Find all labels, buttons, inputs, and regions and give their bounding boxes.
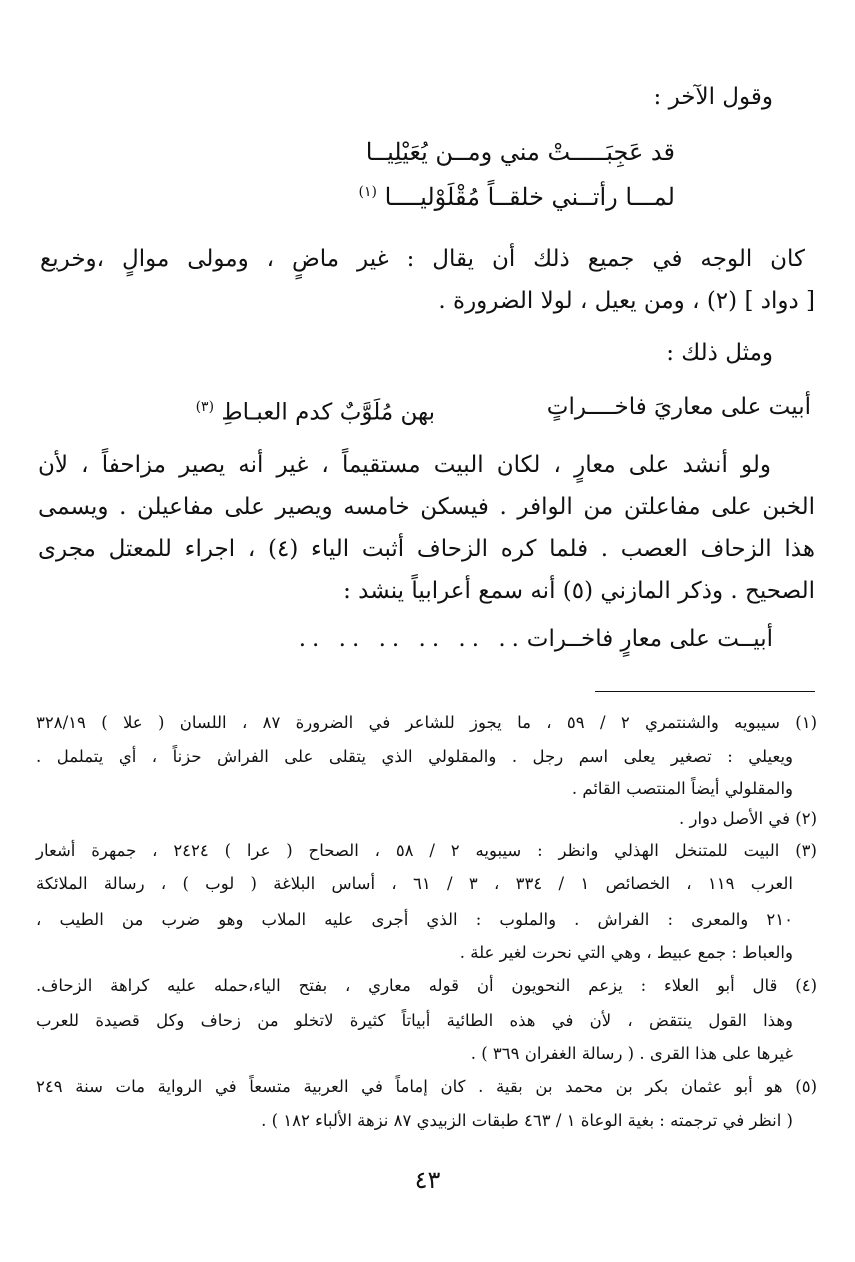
footnote-marker-1: (١): [358, 184, 377, 200]
footnote-1-line-1: (١) سيبويه والشنتمري ٢ / ٥٩ ، ما يجوز للشاعر في الضرورة ٨٧ ، اللسان ( علا ) ٣٢٨/١٩: [36, 713, 817, 732]
footnote-5-line-2: ( انظر في ترجمته : بغية الوعاة ١ / ٤٦٣ طبقات الزبيدي ٨٧ نزهة الألباء ١٨٢ ) .: [261, 1111, 793, 1130]
bayt-left-hemistich: [196, 392, 435, 428]
footnote-4-line-1: (٤) قال أبو العلاء : يزعم النحويون أن قوله معاري ، بفتح الياء،حمله عليه كراهة الزحاف.: [36, 976, 817, 995]
footnote-divider: [595, 691, 815, 692]
mithl-line: ومثل ذلك :: [666, 340, 773, 366]
paragraph-1-line-2: [ دواد ] (٢) ، ومن يعيل ، لولا الضرورة .: [438, 288, 815, 314]
page-number: ٤٣: [414, 1166, 441, 1194]
footnote-3-line-1: (٣) البيت للمتنخل الهذلي وانظر : سيبويه ٢ / ٥٨ ، الصحاح ( عرا ) ٢٤٢٤ ، جمهرة أشعار: [36, 841, 817, 860]
paragraph-2-line-4: الصحيح . وذكر المازني (٥) أنه سمع أعرابياً ينشد :: [343, 578, 815, 604]
paragraph-2-line-3: هذا الزحاف العصب . فلما كره الزحاف أثبت الياء (٤) ، اجراء للمعتل مجرى: [38, 536, 815, 562]
footnote-5-line-1: (٥) هو أبو عثمان بكر بن محمد بن بقية . كان إماماً في العربية متسعاً في الرواية مات سنة ٢٤٩: [36, 1077, 817, 1096]
footnote-2: (٢) في الأصل دوار .: [679, 809, 817, 828]
footnote-3-line-3: ٢١٠ والمعرى : الفراش . والملوب : الذي أجرى عليه الملاب وهو ضرب من الطيب ،: [36, 910, 793, 929]
ending-verse: أبيــت على معارٍ فاخــرات: [526, 626, 773, 652]
paragraph-2-line-1: ولو أنشد على معارٍ ، لكان البيت مستقيماً ، غير أنه يصير مزاحفاً ، لأن: [38, 452, 771, 478]
paragraph-1-line-1: كان الوجه في جميع ذلك أن يقال : غير ماضٍ ، ومولى موالٍ ،وخريع: [40, 246, 805, 272]
footnote-1-line-3: والمقلولي أيضاً المنتصب القائم .: [571, 779, 793, 798]
footnote-3-line-4: والعباط : جمع عبيط ، وهي التي نحرت لغير علة .: [459, 943, 793, 962]
ellipsis-dots: .. .. .. .. .. ..: [298, 626, 525, 652]
intro-line: وقول الآخر :: [653, 84, 773, 110]
footnote-marker-3: (٣): [195, 399, 215, 415]
verse-line-2: [359, 177, 675, 212]
bayt-right-hemistich: أبيت على معاريَ فاخــــراتٍ: [546, 394, 811, 420]
footnote-3-line-2: العرب ١١٩ ، الخصائص ١ / ٣٣٤ ، ٣ / ٦١ ، أساس البلاغة ( لوب ) ، رسالة الملائكة: [36, 874, 793, 893]
verse-line-2-text: لمـــا رأتــني خلقــاً مُقْلَوْليــــا: [384, 183, 675, 211]
bayt-left-text: بهن مُلَوَّبٌ كدم العبـاطِ: [221, 399, 435, 426]
paragraph-2-line-2: الخبن على مفاعلتن من الوافر . فيسكن خامسه ويصير على مفاعيلن . ويسمى: [38, 494, 815, 520]
footnote-1-line-2: ويعيلي : تصغير يعلى اسم رجل . والمقلولي الذي يتقلى على الفراش حزناً ، أي يتململ .: [36, 747, 793, 766]
footnote-4-line-2: وهذا القول ينتقض ، لأن في هذه الطائية أبياتاً كثيرة لاتخلو من زحاف وكل قصيدة للعرب: [36, 1011, 793, 1030]
verse-line-1: قد عَجِبَـــــتْ مني ومــن يُعَيْلِيــا: [365, 138, 675, 166]
footnote-4-line-3: غيرها على هذا القرى . ( رسالة الغفران ٣٦٩ ) .: [470, 1044, 793, 1063]
